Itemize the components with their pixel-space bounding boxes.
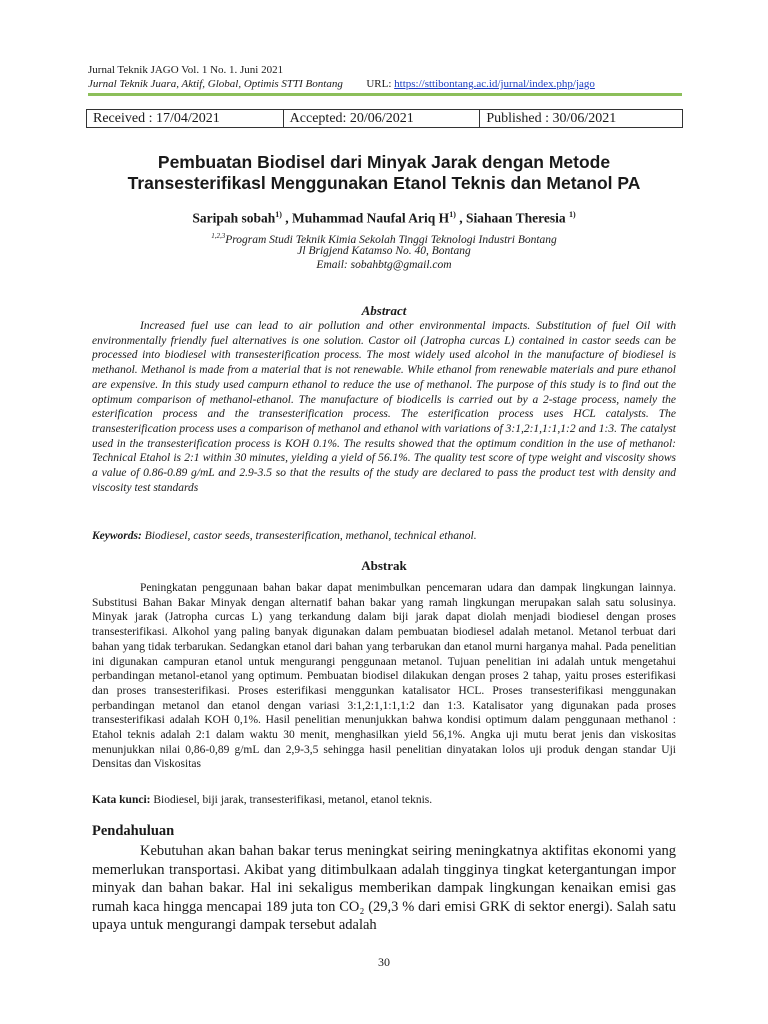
- abstrak-heading: Abstrak: [361, 558, 407, 573]
- keywords-text: Biodiesel, castor seeds, transesterification, methanol, technical ethanol.: [144, 530, 477, 542]
- affiliation-sup: 1,2,3: [211, 232, 226, 240]
- author-3: Siahaan Theresia: [465, 210, 566, 226]
- received-date: Received : 17/04/2021: [87, 110, 284, 128]
- accepted-date: Accepted: 20/06/2021: [283, 110, 480, 128]
- keywords-label: Keywords:: [92, 530, 142, 542]
- author-3-sup: 1): [569, 210, 576, 219]
- kata-kunci-label: Kata kunci:: [92, 794, 151, 806]
- section-heading-pendahuluan: Pendahuluan: [92, 823, 175, 839]
- author-email: Email: sobahbtg@gmail.com: [316, 259, 452, 271]
- journal-issue-line: Jurnal Teknik JAGO Vol. 1 No. 1. Juni 2021: [88, 64, 284, 76]
- journal-tagline: Jurnal Teknik Juara, Aktif, Global, Optimis STTI Bontang: [88, 78, 343, 90]
- kata-kunci-text: Biodiesel, biji jarak, transesterifikasi, metanol, etanol teknis.: [153, 794, 433, 806]
- author-2: Muhammad Naufal Ariq H: [292, 210, 450, 226]
- author-separator: ,: [455, 210, 466, 226]
- header-divider: [88, 93, 682, 96]
- author-2-sup: 1): [449, 210, 456, 219]
- keywords-line: [92, 529, 676, 543]
- abstract-english: Increased fuel use can lead to air pollution and other environmental impacts. Substitution of fuel Oil with environmentally friendly fuel alternatives is one solution. Castor oil (Jatropha curcas L) contained in castor seeds can be processed into biodiesel with transesterification process. The most widely used alcohol in the manufacture of biodiesel is methanol. Methanol is made from a material that is not renewable. While ethanol from renewable materials and pure ethanol are expensive. In this study used campurn ethanol to reduce the use of methanol. The purpose of this study is to find out the optimum comparison of methanol-ethanol. The manufacture of biodicells is carried out by a 2-stage process, namely the esterification process and the transesterification process. The esterification process uses HCL catalysts. The transesterification process uses a comparison of methanol and ethanol with variations of 3:1,2:1,1:1,1:2 and 1:3. The catalyst used in the transesterification process is KOH 0.1%. The results showed that the optimum condition in the use of methanol: Technical Etahol is 2:1 within 30 minutes, yielding a yield of 56.1%. The quality test score of type weight and viscosity shows a value of 0.86-0.89 g/mL and 2.9-3.5 so that the results of the study are declared to pass the product test with density and viscosity test standards: [92, 320, 676, 494]
- affiliation-text: Program Studi Teknik Kimia Sekolah Tinggi Teknologi Industri Bontang: [225, 233, 557, 246]
- published-date: Published : 30/06/2021: [480, 110, 683, 128]
- journal-url-link[interactable]: https://sttibontang.ac.id/jurnal/index.php/jago: [394, 78, 595, 90]
- author-separator: ,: [281, 210, 293, 226]
- kata-kunci-line: [92, 793, 676, 807]
- introduction-paragraph: Kebutuhan akan bahan bakar terus meningkat seiring meningkatnya aktifitas ekonomi yang memerlukan transportasi. Akibat yang ditimbulkaan adalah tingginya tingkat ketergantungan impor minyak dan bahan bakar. Hal ini sekaligus memberikan dampak lingkungan kenaikan emisi gas rumah kaca hingga mencapai 189 juta ton CO₂ (29,3 % dari emisi GRK di sektor energi). Salah satu upaya untuk mengurangi dampak tersebut adalah: [92, 843, 676, 933]
- dates-table: [86, 109, 683, 128]
- page-number: 30: [378, 955, 390, 969]
- abstrak-indonesian: Peningkatan penggunaan bahan bakar dapat menimbulkan pencemaran udara dan dampak lingkungan lainnya. Substitusi Bahan Bakar Minyak dengan alternatif bahan bakar yang ramah lingkungan merupakan salah satu solusinya. Minyak jarak (Jatropha curcas L) yang terkandung dalam biji jarak dapat diolah menjadi biodiesel dengan proses transesterifikasi. Alkohol yang paling banyak digunakan dalam pembuatan biodiesel adalah metanol. Metanol terbuat dari bahan yang tidak terbarukan. Sedangkan etanol dari bahan yang terbarukan dan etanol murni harganya mahal. Pada penelitian ini digunakan campuran etanol untuk mengurangi penggunaan metanol. Tujuan penelitian ini adalah untuk mengetahui perbandingan metanol-etanol yang optimum. Pembuatan biodisel dilakukan dengan proses 2 tahap, yaitu proses esterifikasi dan proses transesterifikasi. Proses esterifikasi menggunkan katalisator HCL. Proses transesterifikasi menggunakan perbandingan metanol dan etanol dengan variasi 3:1,2:1,1:1,1:2 dan 1:3. Katalisator yang digunakan pada proses transesterifikasi adalah KOH 0,1%. Hasil penelitian menunjukkan bahwa kondisi optimum dalam penggunaan methanol : Etahol teknis adalah 2:1 dalam waktu 30 menit, menghasilkan yield 56,1%. Angka uji mutu berat jenis dan viskositas menunjukkan nilai 0,86-0,89 g/mL dan 2,9-3,5 sehingga hasil penelitian dinyatakan lolos uji produk dengan standar Uji Densitas dan Viskositas: [92, 582, 676, 771]
- author-1: Saripah sobah: [192, 210, 276, 226]
- author-list: [80, 210, 688, 227]
- abstract-heading: Abstract: [361, 303, 407, 318]
- title-line-1: Pembuatan Biodisel dari Minyak Jarak dengan Metode: [157, 152, 611, 172]
- author-1-sup: 1): [275, 210, 282, 219]
- paper-title: [80, 152, 688, 194]
- journal-header-row: [88, 78, 595, 91]
- affiliation-address: Jl Brigjend Katamso No. 40, Bontang: [297, 245, 471, 257]
- title-line-2: Transesterifikasl Menggunakan Etanol Teknis dan Metanol PA: [127, 173, 641, 193]
- url-label: URL:: [366, 78, 392, 90]
